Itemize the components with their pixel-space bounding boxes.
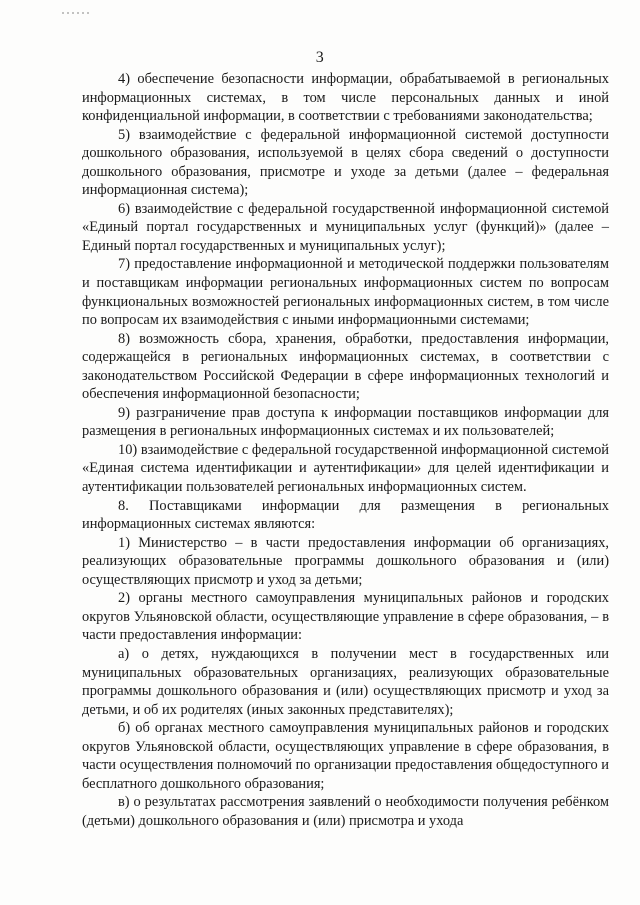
sub-list-item: в) о результатах рассмотрения заявлений о необходимости получения ребёнком (детьми) дошкольного образования и (или) присмотра и ухода [82, 794, 609, 829]
list-item: 7) предоставление информационной и методической поддержки пользователям и поставщикам информации региональных информационных систем по вопросам функциональных возможностей региональных информационных систем, в том числе по вопросам их взаимодействия с иными информационными системами; [82, 256, 609, 329]
list-item: 10) взаимодействие с федеральной государственной информационной системой «Единая система идентификации и аутентификации» для целей идентификации и аутентификации пользователей региональных информационных систем. [82, 441, 609, 496]
list-item: 6) взаимодействие с федеральной государственной информационной системой «Единый портал государственных и муниципальных услуг (функций)» (далее – Единый портал государственных и муниципальных услуг); [82, 200, 609, 254]
list-item: 4) обеспечение безопасности информации, обрабатываемой в региональных информационных системах, в том числе персональных данных и иной конфиденциальной информации, в соответствии с требованиями законодательства; [82, 71, 609, 125]
sub-list-item: а) о детях, нуждающихся в получении мест в государственных или муниципальных образовательных организациях, реализующих образовательные программы дошкольного образования и (или) осуществляющих присмотр и уход за детьми, и об их родителях (иных законных представителях); [82, 645, 609, 718]
list-item: 5) взаимодействие с федеральной информационной системой доступности дошкольного образования, используемой в целях сбора сведений о доступности дошкольного образования, присмотре и уходе за детьми (далее – федеральная информационная система); [82, 126, 609, 199]
scan-artifact [62, 12, 90, 14]
list-item: 2) органы местного самоуправления муниципальных районов и городских округов Ульяновской области, осуществляющие управление в сфере образования, – в части предоставления информации: [82, 590, 609, 644]
list-item: 1) Министерство – в части предоставления информации об организациях, реализующих образовательные программы дошкольного образования и (или) осуществляющих присмотр и уход за детьми; [82, 534, 609, 588]
sub-list-item: б) об органах местного самоуправления муниципальных районов и городских округов Ульяновской области, осуществляющих управление в сфере образования, в части осуществления полномочий по организации предоставления общедоступного и бесплатного дошкольного образования; [82, 720, 609, 792]
page-number: 3 [315, 49, 325, 66]
list-item: 8) возможность сбора, хранения, обработки, предоставления информации, содержащейся в региональных информационных системах, в соответствии с законодательством Российской Федерации в сфере информационных технологий и обеспечения информационной безопасности; [82, 330, 609, 403]
document-body [82, 70, 609, 830]
list-item: 9) разграничение прав доступа к информации поставщиков информации для размещения в региональных информационных системах и их пользователей; [82, 404, 609, 440]
section-paragraph: 8. Поставщиками информации для размещения в региональных информационных системах являются: [82, 497, 609, 533]
